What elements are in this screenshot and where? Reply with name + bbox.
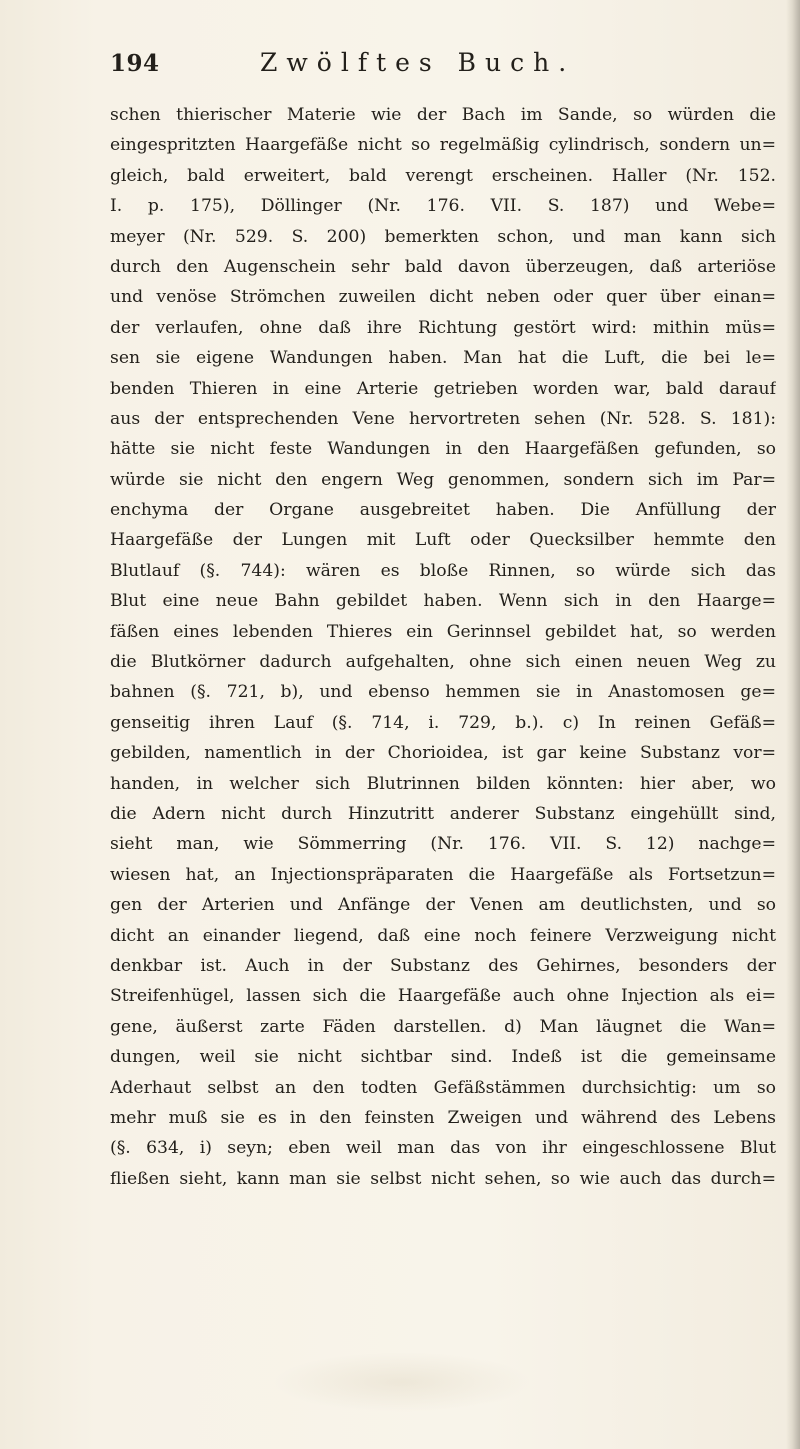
text-line: handen, in welcher sich Blutrinnen bilden könnten: hier aber, wo [110,773,776,794]
text-line: durch den Augenschein sehr bald davon überzeugen, daß arteriöse [110,256,776,277]
text-line: gleich, bald erweitert, bald verengt erscheinen. Haller (Nr. 152. [110,165,776,186]
text-line: bahnen (§. 721, b), und ebenso hemmen sie in Anastomosen ge= [110,682,776,703]
text-line: gene, äußerst zarte Fäden darstellen. d) Man läugnet die Wan= [110,1016,776,1037]
text-line: I. p. 175), Döllinger (Nr. 176. VII. S. 187) und Webe= [110,196,776,217]
running-head: Zwölftes Buch. [260,48,576,77]
page-edge-shadow [786,0,800,1449]
text-line: schen thierischer Materie wie der Bach im Sande, so würden die [110,105,776,125]
text-line: die Adern nicht durch Hinzutritt anderer Substanz eingehüllt sind, [110,803,776,824]
text-line: (§. 634, i) seyn; eben weil man das von ihr eingeschlossene Blut [110,1138,776,1159]
text-line: Haargefäße der Lungen mit Luft oder Quecksilber hemmte den [110,530,776,551]
text-line: die Blutkörner dadurch aufgehalten, ohne sich einen neuen Weg zu [110,652,776,673]
text-line: eingespritzten Haargefäße nicht so regelmäßig cylindrisch, sondern un= [110,135,776,156]
text-line: Blutlauf (§. 744): wären es bloße Rinnen, so würde sich das [110,560,776,581]
body-text [110,100,776,1194]
text-line: meyer (Nr. 529. S. 200) bemerkten schon, und man kann sich [110,226,776,247]
text-line: genseitig ihren Lauf (§. 714, i. 729, b.). c) In reinen Gefäß= [110,712,776,733]
text-line: Blut eine neue Bahn gebildet haben. Wenn sich in den Haarge= [110,591,776,612]
paper-stain [272,1352,532,1412]
text-line: sieht man, wie Sömmerring (Nr. 176. VII. S. 12) nachge= [110,834,776,855]
text-line: würde sie nicht den engern Weg genommen, sondern sich im Par= [110,469,776,490]
text-line: denkbar ist. Auch in der Substanz des Gehirnes, besonders der [110,955,776,976]
text-line: Streifenhügel, lassen sich die Haargefäße auch ohne Injection als ei= [110,986,776,1007]
page-header [110,40,770,84]
text-line: benden Thieren in eine Arterie getrieben worden war, bald darauf [110,378,776,399]
text-line: enchyma der Organe ausgebreitet haben. Die Anfüllung der [110,500,776,521]
text-line: fäßen eines lebenden Thieres ein Gerinnsel gebildet hat, so werden [110,621,776,642]
text-line: sen sie eigene Wandungen haben. Man hat die Luft, die bei le= [110,348,776,369]
page-number: 194 [110,50,160,77]
text-line: hätte sie nicht feste Wandungen in den Haargefäßen gefunden, so [110,439,776,460]
text-line: fließen sieht, kann man sie selbst nicht sehen, so wie auch das durch= [110,1168,776,1189]
text-line: wiesen hat, an Injectionspräparaten die Haargefäße als Fortsetzun= [110,864,776,885]
text-line: dungen, weil sie nicht sichtbar sind. Indeß ist die gemeinsame [110,1047,776,1068]
text-line: aus der entsprechenden Vene hervortreten sehen (Nr. 528. S. 181): [110,408,776,429]
text-line: mehr muß sie es in den feinsten Zweigen und während des Lebens [110,1107,776,1128]
text-line: Aderhaut selbst an den todten Gefäßstämmen durchsichtig: um so [110,1077,776,1098]
text-line: gebilden, namentlich in der Chorioidea, ist gar keine Substanz vor= [110,743,776,764]
text-line: gen der Arterien und Anfänge der Venen am deutlichsten, und so [110,895,776,916]
text-line: dicht an einander liegend, daß eine noch feinere Verzweigung nicht [110,925,776,946]
text-line: und venöse Strömchen zuweilen dicht neben oder quer über einan= [110,287,776,308]
text-line: der verlaufen, ohne daß ihre Richtung gestört wird: mithin müs= [110,317,776,338]
